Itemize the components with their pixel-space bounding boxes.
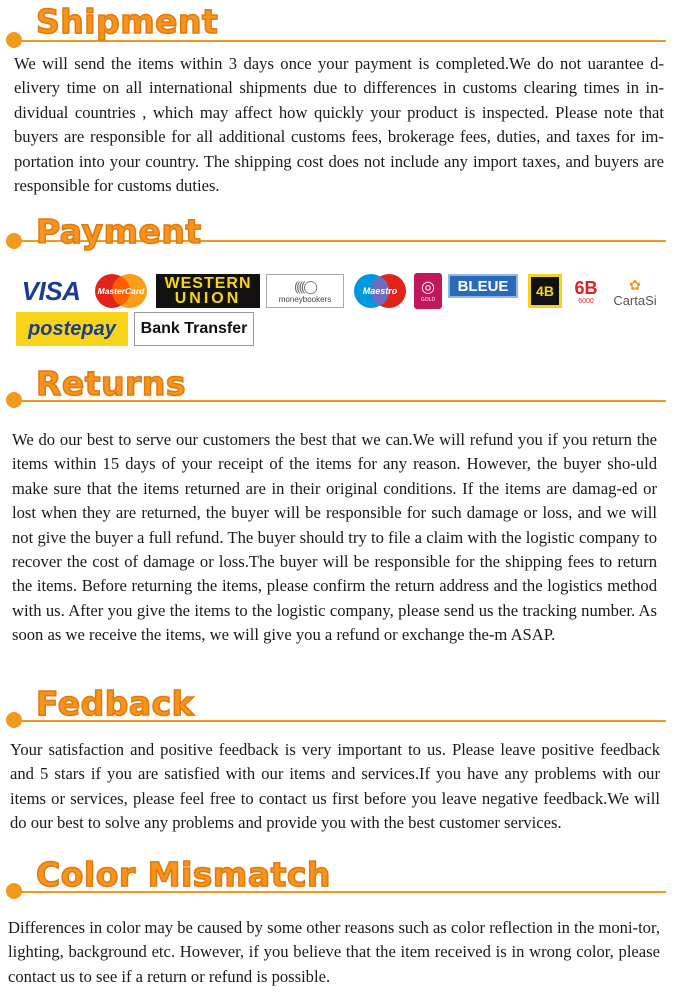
bullet-dot-icon bbox=[6, 233, 22, 249]
color-mismatch-text: Differences in color may be caused by some other reasons such as color reflection in the moni-tor, lighting, background etc. However, if you believe that the item received is in wrong color, please contact us to see if a return or refund is possible. bbox=[8, 918, 660, 986]
bullet-dot-icon bbox=[6, 883, 22, 899]
returns-text: We do our best to serve our customers the best that we can.We will refund you if you return the items within 15 days of your receipt of the items for any reason. However, the buyer sho-uld make sure that the items returned are in their original conditions. If the items are damag-ed or lost when they are returned, the buyer will be responsible for such damage or loss, and we will not give the buyer a full refund. The buyer should try to file a claim with the logistic company to recover the cost of damage or loss.The buyer will be responsible for the shipping fees to return the items. Before returning the items, please confirm the return address and the logistics method with us. After you give the items to the logistic company, please send us the tracking number. As soon as we receive the items, we will give you a refund or exchange the-m ASAP. bbox=[12, 430, 657, 645]
postepay-logo: postepay bbox=[16, 312, 128, 346]
section-title: Color Mismatch bbox=[36, 855, 331, 894]
payment-header bbox=[0, 212, 685, 262]
visa-logo: VISA bbox=[21, 275, 81, 306]
western-union-logo: WESTERN UNION bbox=[156, 274, 260, 308]
color-mismatch-header bbox=[0, 855, 685, 905]
section-title: Shipment bbox=[36, 2, 219, 41]
moneybookers-logo: ((((◯ moneybookers bbox=[266, 274, 344, 308]
shipment-text: We will send the items within 3 days once your payment is completed.We do not uarantee d-elivery time on all international shipments due to differences in customs clearing times in in-dividual countries , which may affect how quickly your product is inspected. Please note that buyers are responsible for all additional customs fees, brokerage fees, duties, and taxes for im-portation into your country. The shipping cost does not include any import taxes, and buyers are responsible for customs duties. bbox=[14, 54, 664, 196]
returns-header bbox=[0, 362, 685, 412]
cartasi-logo: ✿ CartaSi bbox=[613, 276, 657, 308]
bullet-dot-icon bbox=[6, 392, 22, 408]
bank-transfer-logo: Bank Transfer bbox=[134, 312, 254, 346]
section-title: Payment bbox=[36, 212, 202, 251]
carte-bleue-logo: BLEUE bbox=[448, 274, 518, 298]
shipment-header bbox=[0, 0, 685, 50]
section-title: Returns bbox=[36, 364, 186, 403]
4b-logo: 4B bbox=[528, 274, 562, 308]
feedback-header bbox=[0, 684, 685, 734]
section-title: Fedback bbox=[36, 684, 195, 723]
feedback-text: Your satisfaction and positive feedback is very important to us. Please leave positive feedback and 5 stars if you are satisfied with our items and services.If you have any problems with our items or services, please feel free to contact us first before you leave negative feedback.We will do our best to solve any problems and provide you with the best customer services. bbox=[10, 740, 660, 833]
mastercard-logo: MasterCard bbox=[92, 273, 150, 309]
gold-card-logo: ◎ GOLD bbox=[414, 273, 442, 309]
bullet-dot-icon bbox=[6, 712, 22, 728]
bullet-dot-icon bbox=[6, 32, 22, 48]
maestro-logo: Maestro bbox=[351, 273, 409, 309]
6000-logo: 6B 6000 bbox=[568, 273, 604, 309]
